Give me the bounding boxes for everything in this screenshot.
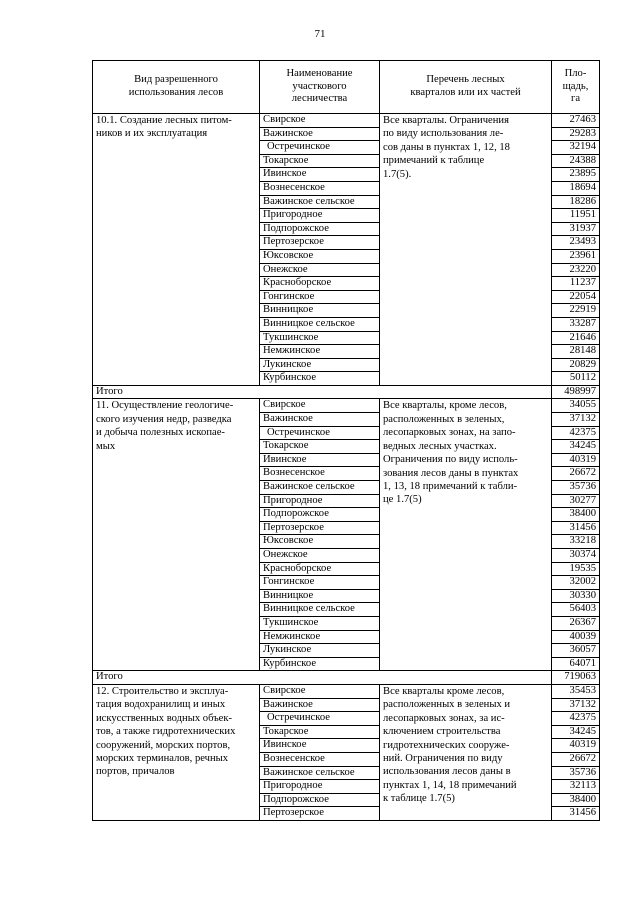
forest-use-table bbox=[92, 60, 600, 821]
forestry-name-cell: Важинское bbox=[260, 413, 380, 427]
area-cell: 37132 bbox=[552, 698, 600, 712]
area-cell: 40319 bbox=[552, 453, 600, 467]
forestry-name-cell: Красноборское bbox=[260, 277, 380, 291]
forestry-name-cell: Пригородное bbox=[260, 780, 380, 794]
area-cell: 18286 bbox=[552, 195, 600, 209]
area-cell: 23895 bbox=[552, 168, 600, 182]
table-row bbox=[93, 399, 600, 413]
forestry-name-cell: Токарское bbox=[260, 154, 380, 168]
area-cell: 31456 bbox=[552, 807, 600, 821]
forestry-name-cell: Вознесенское bbox=[260, 181, 380, 195]
forestry-name-cell: Пригородное bbox=[260, 494, 380, 508]
area-cell: 42375 bbox=[552, 712, 600, 726]
area-cell: 22919 bbox=[552, 304, 600, 318]
area-cell: 21646 bbox=[552, 331, 600, 345]
total-label: Итого bbox=[93, 671, 552, 685]
area-cell: 50112 bbox=[552, 372, 600, 386]
forestry-name-cell: Важинское bbox=[260, 127, 380, 141]
forestry-name-cell: Токарское bbox=[260, 440, 380, 454]
forestry-name-cell: Пертозерское bbox=[260, 807, 380, 821]
area-cell: 42375 bbox=[552, 426, 600, 440]
area-cell: 26672 bbox=[552, 467, 600, 481]
forestry-name-cell: Ивинское bbox=[260, 453, 380, 467]
forestry-name-cell: Подпорожское bbox=[260, 222, 380, 236]
header-quarters-list: Перечень лесных кварталов или их частей bbox=[380, 61, 552, 114]
forestry-name-cell: Винницкое сельское bbox=[260, 603, 380, 617]
area-cell: 26672 bbox=[552, 752, 600, 766]
area-cell: 31937 bbox=[552, 222, 600, 236]
forestry-name-cell: Ивинское bbox=[260, 739, 380, 753]
area-cell: 36057 bbox=[552, 644, 600, 658]
use-type-cell: 11. Осуществление геологиче- ского изучения недр, разведка и добыча полезных ископае- мых bbox=[93, 399, 260, 671]
area-cell: 33218 bbox=[552, 535, 600, 549]
forestry-name-cell: Лукинское bbox=[260, 644, 380, 658]
area-cell: 38400 bbox=[552, 508, 600, 522]
area-cell: 35736 bbox=[552, 766, 600, 780]
forestry-name-cell: Токарское bbox=[260, 725, 380, 739]
forestry-name-cell: Свирское bbox=[260, 399, 380, 413]
area-cell: 35736 bbox=[552, 481, 600, 495]
quarters-list-cell: Все кварталы кроме лесов, расположенных в зеленых и лесопарковых зонах, за ис- ключением строительства гидротехнических сооруже- ний. Ограничения по виду использования лесов даны в пунктах 1, 14, 18 примечаний к таблице 1.7(5) bbox=[380, 684, 552, 820]
area-cell: 40039 bbox=[552, 630, 600, 644]
forestry-name-cell: Остречинское bbox=[260, 712, 380, 726]
forestry-name-cell: Юксовское bbox=[260, 535, 380, 549]
area-cell: 22054 bbox=[552, 290, 600, 304]
area-cell: 34245 bbox=[552, 440, 600, 454]
forestry-name-cell: Важинское bbox=[260, 698, 380, 712]
area-cell: 30330 bbox=[552, 589, 600, 603]
table-row bbox=[93, 114, 600, 128]
forestry-name-cell: Курбинское bbox=[260, 657, 380, 671]
total-row bbox=[93, 671, 600, 685]
area-cell: 23493 bbox=[552, 236, 600, 250]
area-cell: 11237 bbox=[552, 277, 600, 291]
area-cell: 56403 bbox=[552, 603, 600, 617]
area-cell: 11951 bbox=[552, 209, 600, 223]
area-cell: 20829 bbox=[552, 358, 600, 372]
table-row bbox=[93, 684, 600, 698]
forestry-name-cell: Ивинское bbox=[260, 168, 380, 182]
total-value: 498997 bbox=[552, 385, 600, 399]
forestry-name-cell: Подпорожское bbox=[260, 508, 380, 522]
area-cell: 34055 bbox=[552, 399, 600, 413]
use-type-cell: 10.1. Создание лесных питом- ников и их эксплуатация bbox=[93, 114, 260, 386]
forestry-name-cell: Свирское bbox=[260, 684, 380, 698]
area-cell: 38400 bbox=[552, 793, 600, 807]
area-cell: 19535 bbox=[552, 562, 600, 576]
forestry-name-cell: Винницкое сельское bbox=[260, 317, 380, 331]
table-header-row bbox=[93, 61, 600, 114]
header-forestry-name: Наименование участкового лесничества bbox=[260, 61, 380, 114]
use-type-cell: 12. Строительство и эксплуа- тация водохранилищ и иных искусственных водных объек- тов, а также гидротехнических сооружений, морских портов, морских терминалов, речных портов, причалов bbox=[93, 684, 260, 820]
area-cell: 64071 bbox=[552, 657, 600, 671]
forestry-name-cell: Винницкое bbox=[260, 589, 380, 603]
forestry-name-cell: Курбинское bbox=[260, 372, 380, 386]
area-cell: 32002 bbox=[552, 576, 600, 590]
area-cell: 24388 bbox=[552, 154, 600, 168]
forestry-name-cell: Тукшинское bbox=[260, 331, 380, 345]
forestry-name-cell: Немжинское bbox=[260, 630, 380, 644]
area-cell: 23220 bbox=[552, 263, 600, 277]
area-cell: 37132 bbox=[552, 413, 600, 427]
area-cell: 29283 bbox=[552, 127, 600, 141]
area-cell: 30374 bbox=[552, 549, 600, 563]
area-cell: 32194 bbox=[552, 141, 600, 155]
quarters-list-cell: Все кварталы, кроме лесов, расположенных в зеленых, лесопарковых зонах, на запо- ведных лесных участках. Ограничения по виду исполь- зования лесов даны в пунктах 1, 13, 18 примечаний к табли- це 1.7(5) bbox=[380, 399, 552, 671]
area-cell: 35453 bbox=[552, 684, 600, 698]
total-row bbox=[93, 385, 600, 399]
forestry-name-cell: Винницкое bbox=[260, 304, 380, 318]
forestry-name-cell: Онежское bbox=[260, 263, 380, 277]
forestry-name-cell: Важинское сельское bbox=[260, 195, 380, 209]
forestry-name-cell: Пертозерское bbox=[260, 521, 380, 535]
forestry-name-cell: Остречинское bbox=[260, 141, 380, 155]
area-cell: 23961 bbox=[552, 249, 600, 263]
forestry-name-cell: Красноборское bbox=[260, 562, 380, 576]
forestry-name-cell: Пертозерское bbox=[260, 236, 380, 250]
header-use-type: Вид разрешенного использования лесов bbox=[93, 61, 260, 114]
area-cell: 33287 bbox=[552, 317, 600, 331]
area-cell: 32113 bbox=[552, 780, 600, 794]
area-cell: 30277 bbox=[552, 494, 600, 508]
area-cell: 31456 bbox=[552, 521, 600, 535]
forestry-name-cell: Пригородное bbox=[260, 209, 380, 223]
table-body bbox=[93, 114, 600, 821]
forestry-name-cell: Подпорожское bbox=[260, 793, 380, 807]
forestry-name-cell: Вознесенское bbox=[260, 752, 380, 766]
area-cell: 26367 bbox=[552, 616, 600, 630]
area-cell: 34245 bbox=[552, 725, 600, 739]
forestry-name-cell: Онежское bbox=[260, 549, 380, 563]
forestry-name-cell: Важинское сельское bbox=[260, 766, 380, 780]
area-cell: 28148 bbox=[552, 345, 600, 359]
header-area: Пло- щадь, га bbox=[552, 61, 600, 114]
page-number: 71 bbox=[314, 28, 326, 40]
forestry-name-cell: Гонгинское bbox=[260, 576, 380, 590]
area-cell: 18694 bbox=[552, 181, 600, 195]
forestry-name-cell: Вознесенское bbox=[260, 467, 380, 481]
total-label: Итого bbox=[93, 385, 552, 399]
forestry-name-cell: Лукинское bbox=[260, 358, 380, 372]
area-cell: 27463 bbox=[552, 114, 600, 128]
forestry-name-cell: Гонгинское bbox=[260, 290, 380, 304]
forestry-name-cell: Тукшинское bbox=[260, 616, 380, 630]
forestry-name-cell: Юксовское bbox=[260, 249, 380, 263]
quarters-list-cell: Все кварталы. Ограничения по виду использования ле- сов даны в пунктах 1, 12, 18 примечаний к таблице 1.7(5). bbox=[380, 114, 552, 386]
area-cell: 40319 bbox=[552, 739, 600, 753]
forestry-name-cell: Важинское сельское bbox=[260, 481, 380, 495]
forestry-name-cell: Остречинское bbox=[260, 426, 380, 440]
total-value: 719063 bbox=[552, 671, 600, 685]
forestry-name-cell: Свирское bbox=[260, 114, 380, 128]
forestry-name-cell: Немжинское bbox=[260, 345, 380, 359]
